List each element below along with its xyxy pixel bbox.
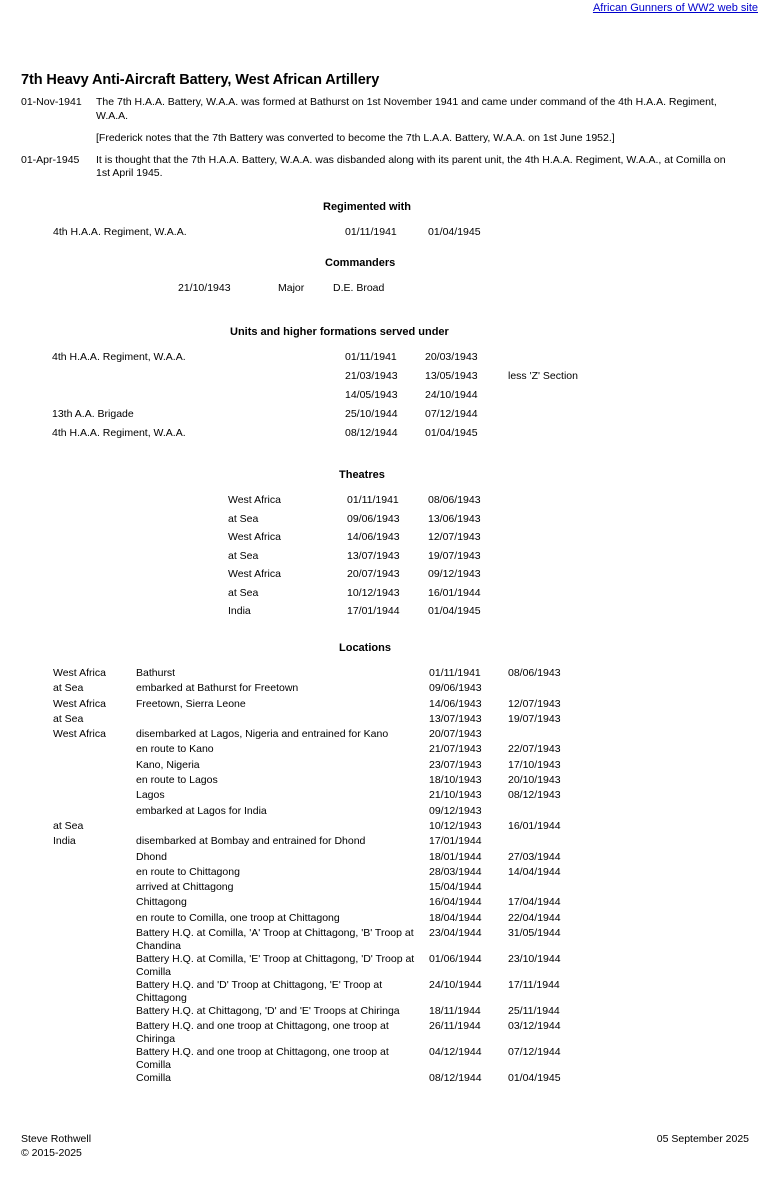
table-row xyxy=(0,389,770,408)
table-row xyxy=(0,605,770,624)
date-to: 22/07/1943 xyxy=(508,743,561,756)
section-regimented-with xyxy=(0,201,770,244)
table-row xyxy=(0,820,770,835)
section-heading-theatres: Theatres xyxy=(339,469,385,481)
location-place: en route to Kano xyxy=(136,743,214,756)
table-row xyxy=(0,494,770,513)
commander-name: D.E. Broad xyxy=(333,282,385,294)
location-place: embarked at Bathurst for Freetown xyxy=(136,682,299,695)
unit-name: 4th H.A.A. Regiment, W.A.A. xyxy=(53,226,187,238)
date-from: 17/01/1944 xyxy=(429,835,482,848)
location-place: Battery H.Q. and one troop at Chittagong, one troop at Chiringa xyxy=(136,1020,389,1046)
location-theatre: West Africa xyxy=(53,667,106,679)
location-place: disembarked at Bombay and entrained for Dhond xyxy=(136,835,366,848)
table-row xyxy=(0,513,770,532)
date-from: 23/04/1944 xyxy=(429,927,482,940)
date-to: 23/10/1944 xyxy=(508,953,561,966)
location-place: Battery H.Q. at Chittagong, 'D' and 'E' Troops at Chiringa xyxy=(136,1005,400,1018)
date-to: 17/10/1943 xyxy=(508,758,561,771)
theatre-name: at Sea xyxy=(228,549,259,562)
intro-note: [Frederick notes that the 7th Battery was converted to become the 7th L.A.A. Battery, W.A.A. on 1st June 1952.] xyxy=(96,132,615,144)
intro-entry-text: It is thought that the 7th H.A.A. Battery, W.A.A. was disbanded along with its parent unit, the 4th H.A.A. Regiment, W.A.A., at Comilla on 1st April 1945. xyxy=(96,153,726,179)
date-to: 01/04/1945 xyxy=(428,605,481,617)
commander-rank: Major xyxy=(278,282,305,294)
date-from: 09/12/1943 xyxy=(429,804,482,817)
location-place: disembarked at Lagos, Nigeria and entrained for Kano xyxy=(136,728,389,741)
date-to: 13/06/1943 xyxy=(428,512,481,525)
unit-name: 4th H.A.A. Regiment, W.A.A. xyxy=(52,427,186,439)
section-theatres xyxy=(0,469,770,624)
location-place: Freetown, Sierra Leone xyxy=(136,697,246,710)
intro-entry-date: 01-Apr-1945 xyxy=(21,153,80,166)
intro-block xyxy=(21,96,751,185)
date-to: 24/10/1944 xyxy=(425,389,478,401)
footer-right xyxy=(657,1133,749,1147)
table-row xyxy=(0,282,770,300)
location-place: Battery H.Q. and 'D' Troop at Chittagong, 'E' Troop at Chittagong xyxy=(136,979,383,1005)
date-from: 18/10/1943 xyxy=(429,774,482,787)
table-row xyxy=(0,866,770,881)
table-row xyxy=(0,743,770,758)
date-to: 13/05/1943 xyxy=(425,370,478,382)
location-place: Dhond xyxy=(136,850,167,863)
table-row xyxy=(0,370,770,389)
table-row xyxy=(0,1020,770,1046)
commander-date: 21/10/1943 xyxy=(178,282,231,294)
date-to: 09/12/1943 xyxy=(428,568,481,580)
date-from: 18/11/1944 xyxy=(429,1005,481,1018)
section-heading-regimented-with: Regimented with xyxy=(323,201,412,213)
table-row xyxy=(0,667,770,682)
date-to: 25/11/1944 xyxy=(508,1005,560,1018)
table-row xyxy=(0,427,770,446)
location-place: Comilla xyxy=(136,1072,172,1085)
location-place: Bathurst xyxy=(136,667,176,679)
table-row xyxy=(0,881,770,896)
table-row xyxy=(0,953,770,979)
footer-copyright: © 2015-2025 xyxy=(21,1146,82,1159)
section-heading-units: Units and higher formations served under xyxy=(230,326,449,338)
theatre-name: India xyxy=(228,605,251,617)
table-row xyxy=(0,531,770,550)
date-to: 12/07/1943 xyxy=(428,531,481,543)
date-to: 14/04/1944 xyxy=(508,865,561,878)
date-from: 21/03/1943 xyxy=(345,370,398,382)
date-from: 09/06/1943 xyxy=(347,512,400,525)
top-link-row xyxy=(593,2,758,14)
theatre-name: West Africa xyxy=(228,531,281,543)
location-place: arrived at Chittagong xyxy=(136,881,234,894)
date-to: 16/01/1944 xyxy=(508,819,561,832)
intro-entry xyxy=(21,154,751,181)
location-theatre: West Africa xyxy=(53,697,106,710)
date-from: 10/12/1943 xyxy=(347,586,400,599)
location-place: Kano, Nigeria xyxy=(136,758,200,771)
date-to: 20/03/1943 xyxy=(425,351,478,363)
date-to: 22/04/1944 xyxy=(508,911,561,924)
date-from: 14/06/1943 xyxy=(347,531,400,543)
table-row xyxy=(0,759,770,774)
location-place: Lagos xyxy=(136,789,165,802)
location-place: Battery H.Q. at Comilla, 'E' Troop at Chittagong, 'D' Troop at Comilla xyxy=(136,953,415,979)
intro-entry xyxy=(21,96,751,123)
location-place: Battery H.Q. at Comilla, 'A' Troop at Chittagong, 'B' Troop at Chandina xyxy=(136,927,414,953)
section-locations xyxy=(0,642,770,1088)
table-row xyxy=(0,851,770,866)
date-from: 20/07/1943 xyxy=(347,568,400,580)
table-row xyxy=(0,1005,770,1020)
table-row xyxy=(0,728,770,743)
date-from: 01/06/1944 xyxy=(429,953,482,966)
section-units xyxy=(0,326,770,446)
table-row xyxy=(0,587,770,606)
date-to: 07/12/1944 xyxy=(508,1046,561,1059)
date-to: 08/06/1943 xyxy=(428,494,481,506)
table-row xyxy=(0,713,770,728)
date-from: 21/10/1943 xyxy=(429,789,482,802)
theatre-name: West Africa xyxy=(228,568,281,580)
table-row xyxy=(0,682,770,697)
date-from: 28/03/1944 xyxy=(429,865,482,878)
location-theatre: India xyxy=(53,835,76,848)
date-from: 08/12/1944 xyxy=(345,427,398,439)
date-from: 17/01/1944 xyxy=(347,605,400,617)
locations-rows xyxy=(0,667,770,1088)
date-to: 03/12/1944 xyxy=(508,1020,561,1033)
date-to: 08/06/1943 xyxy=(508,667,561,679)
date-to: 31/05/1944 xyxy=(508,927,561,940)
theatres-rows xyxy=(0,494,770,624)
table-row xyxy=(0,927,770,953)
section-commanders xyxy=(0,257,770,300)
date-from: 10/12/1943 xyxy=(429,819,482,832)
date-from: 18/04/1944 xyxy=(429,911,482,924)
intro-entry-text: The 7th H.A.A. Battery, W.A.A. was formed at Bathurst on 1st November 1941 and came under command of the 4th H.A.A. Regiment, W.A.A. xyxy=(96,96,717,122)
date-from: 15/04/1944 xyxy=(429,881,482,894)
table-row xyxy=(0,351,770,370)
date-to: 01/04/1945 xyxy=(428,226,481,238)
table-row xyxy=(0,408,770,427)
location-theatre: at Sea xyxy=(53,712,84,725)
table-row xyxy=(0,805,770,820)
section-heading-commanders: Commanders xyxy=(325,257,396,269)
date-from: 13/07/1943 xyxy=(429,712,482,725)
date-to: 20/10/1943 xyxy=(508,774,561,787)
date-from: 20/07/1943 xyxy=(429,728,482,741)
table-row xyxy=(0,912,770,927)
table-row xyxy=(0,568,770,587)
location-theatre: at Sea xyxy=(53,682,84,695)
location-place: en route to Lagos xyxy=(136,774,218,787)
date-from: 14/06/1943 xyxy=(429,697,482,710)
page-footer xyxy=(21,1133,749,1160)
table-row xyxy=(0,1072,770,1087)
page-title: 7th Heavy Anti-Aircraft Battery, West African Artillery xyxy=(21,71,380,88)
section-heading-locations: Locations xyxy=(339,642,391,654)
date-from: 26/11/1944 xyxy=(429,1020,481,1033)
date-to: 19/07/1943 xyxy=(428,549,481,562)
date-from: 01/11/1941 xyxy=(429,667,481,679)
date-to: 12/07/1943 xyxy=(508,697,561,710)
date-to: 16/01/1944 xyxy=(428,586,481,599)
table-row xyxy=(0,979,770,1005)
date-from: 04/12/1944 xyxy=(429,1046,482,1059)
date-from: 09/06/1943 xyxy=(429,682,482,695)
theatre-name: West Africa xyxy=(228,494,281,506)
date-from: 24/10/1944 xyxy=(429,979,482,992)
date-to: 17/11/1944 xyxy=(508,979,560,992)
date-from: 01/11/1941 xyxy=(345,226,397,238)
location-place: en route to Comilla, one troop at Chittagong xyxy=(136,911,340,924)
intro-entry-date: 01-Nov-1941 xyxy=(21,96,82,108)
date-to: 27/03/1944 xyxy=(508,850,561,863)
table-row xyxy=(0,835,770,850)
table-row xyxy=(0,774,770,789)
table-row xyxy=(0,1046,770,1072)
location-place: Battery H.Q. and one troop at Chittagong, one troop at Comilla xyxy=(136,1046,389,1072)
regimented-with-rows xyxy=(0,226,770,244)
african-gunners-site-link[interactable]: African Gunners of WW2 web site xyxy=(592,2,758,14)
date-from: 01/11/1941 xyxy=(347,494,399,506)
footer-date: 05 September 2025 xyxy=(656,1133,749,1145)
units-rows xyxy=(0,351,770,446)
location-place: Chittagong xyxy=(136,896,187,909)
location-theatre: West Africa xyxy=(53,728,106,741)
unit-name: 13th A.A. Brigade xyxy=(52,408,134,420)
date-from: 13/07/1943 xyxy=(347,549,400,562)
unit-name: 4th H.A.A. Regiment, W.A.A. xyxy=(52,351,186,363)
theatre-name: at Sea xyxy=(228,512,259,525)
location-theatre: at Sea xyxy=(53,819,84,832)
date-to: 07/12/1944 xyxy=(425,408,478,420)
date-from: 16/04/1944 xyxy=(429,896,482,909)
date-to: 19/07/1943 xyxy=(508,712,561,725)
date-to: 01/04/1945 xyxy=(425,427,478,439)
table-row xyxy=(0,789,770,804)
date-to: 08/12/1943 xyxy=(508,789,561,802)
table-row xyxy=(0,226,770,244)
date-from: 18/01/1944 xyxy=(429,850,482,863)
table-row xyxy=(0,550,770,569)
table-row xyxy=(0,698,770,713)
location-place: embarked at Lagos for India xyxy=(136,804,267,817)
date-from: 01/11/1941 xyxy=(345,351,397,363)
footer-author: Steve Rothwell xyxy=(21,1133,92,1145)
theatre-name: at Sea xyxy=(228,586,259,599)
table-row xyxy=(0,896,770,911)
date-from: 23/07/1943 xyxy=(429,758,482,771)
unit-note: less 'Z' Section xyxy=(508,370,578,382)
footer-left xyxy=(21,1133,91,1160)
date-from: 25/10/1944 xyxy=(345,408,398,420)
date-to: 17/04/1944 xyxy=(508,896,561,909)
commanders-rows xyxy=(0,282,770,300)
date-from: 14/05/1943 xyxy=(345,389,398,401)
date-to: 01/04/1945 xyxy=(508,1072,561,1085)
date-from: 21/07/1943 xyxy=(429,743,482,756)
date-from: 08/12/1944 xyxy=(429,1072,482,1085)
location-place: en route to Chittagong xyxy=(136,865,240,878)
